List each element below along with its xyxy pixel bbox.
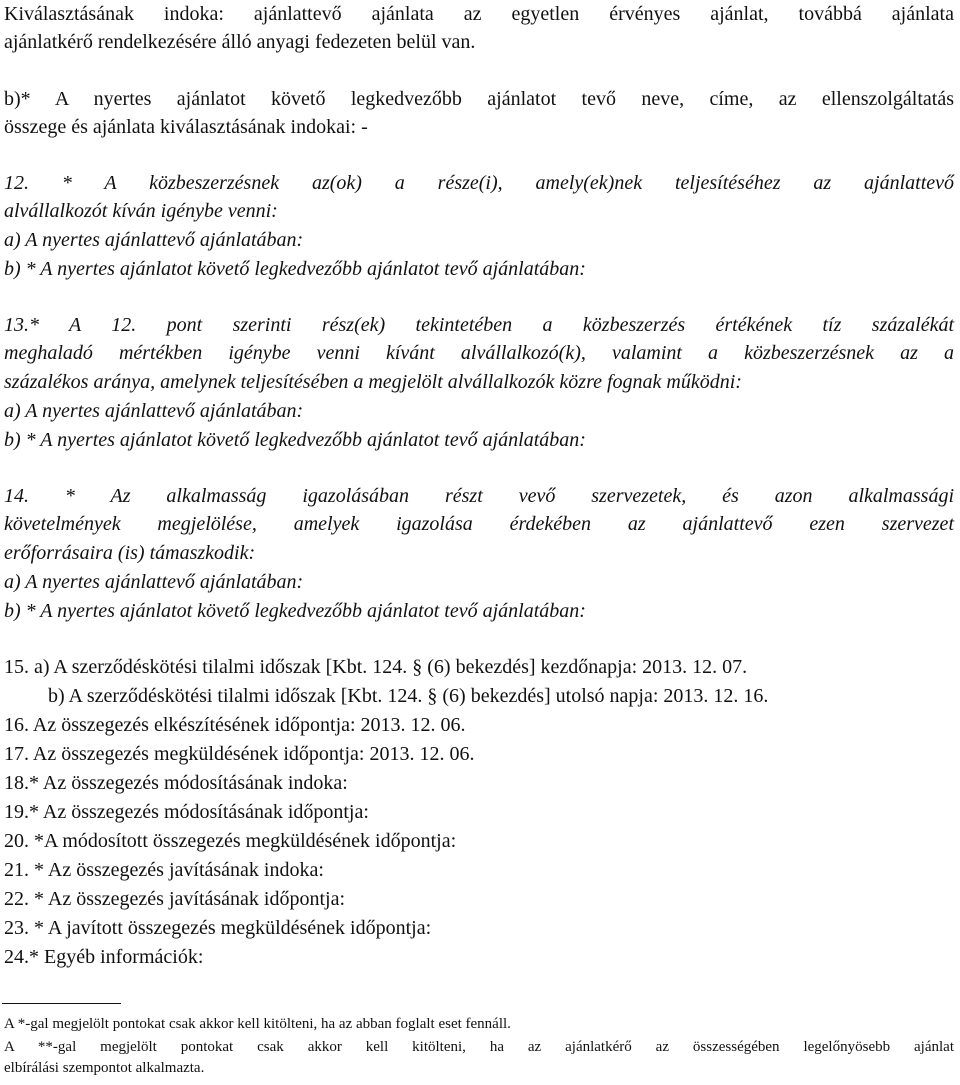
section-12-heading-line-1: 12. * A közbeszerzésnek az(ok) a része(i), amely(ek)nek teljesítéséhez az ajánlattevő — [4, 172, 954, 194]
section-12-item-b: b) * A nyertes ajánlatot követő legkedvezőbb ajánlatot tevő ajánlatában: — [4, 258, 586, 280]
section-23: 23. * A javított összegezés megküldésének időpontja: — [4, 917, 432, 939]
footnote-1: A *-gal megjelölt pontokat csak akkor kell kitölteni, ha az abban foglalt eset fennáll. — [4, 1016, 511, 1032]
section-12-item-a: a) A nyertes ajánlattevő ajánlatában: — [4, 229, 304, 251]
footnote-2-line-2: elbírálási szempontot alkalmazta. — [4, 1060, 205, 1076]
footnote-separator — [2, 1003, 121, 1004]
section-21: 21. * Az összegezés javításának indoka: — [4, 859, 324, 881]
section-19: 19.* Az összegezés módosításának időpontja: — [4, 801, 369, 823]
paragraph-11b-line-2: összege és ajánlata kiválasztásának indokai: - — [4, 116, 368, 138]
section-22: 22. * Az összegezés javításának időpontja: — [4, 888, 346, 910]
section-15-item-a: 15. a) A szerződéskötési tilalmi időszak [Kbt. 124. § (6) bekezdés] kezdőnapja: 2013. 12. 07. — [4, 656, 748, 678]
section-12-heading-line-2: alvállalkozót kíván igénybe venni: — [4, 200, 278, 222]
section-14-item-a: a) A nyertes ajánlattevő ajánlatában: — [4, 571, 304, 593]
section-13-heading-line-1: 13.* A 12. pont szerinti rész(ek) tekintetében a közbeszerzés értékének tíz százalékát — [4, 314, 954, 336]
footnote-2-line-1: A **-gal megjelölt pontokat csak akkor kell kitölteni, ha az ajánlatkérő az összességében legelőnyösebb ajánlat — [4, 1039, 954, 1055]
paragraph-11a-line-1: Kiválasztásának indoka: ajánlattevő ajánlata az egyetlen érvényes ajánlat, továbbá ajánlata — [4, 3, 954, 25]
section-13-item-a: a) A nyertes ajánlattevő ajánlatában: — [4, 400, 304, 422]
section-18: 18.* Az összegezés módosításának indoka: — [4, 772, 348, 794]
section-24: 24.* Egyéb információk: — [4, 946, 204, 968]
section-13-heading-line-2: meghaladó mértékben igénybe venni kívánt alvállalkozó(k), valamint a közbeszerzésnek az a — [4, 342, 954, 364]
section-14-heading-line-1: 14. * Az alkalmasság igazolásában részt vevő szervezetek, és azon alkalmassági — [4, 485, 954, 507]
section-15-item-b: b) A szerződéskötési tilalmi időszak [Kbt. 124. § (6) bekezdés] utolsó napja: 2013. 12. 16. — [48, 685, 769, 707]
paragraph-11a-line-2: ajánlatkérő rendelkezésére álló anyagi fedezeten belül van. — [4, 31, 476, 53]
section-20: 20. *A módosított összegezés megküldésének időpontja: — [4, 830, 457, 852]
section-14-item-b: b) * A nyertes ajánlatot követő legkedvezőbb ajánlatot tevő ajánlatában: — [4, 600, 586, 622]
section-13-item-b: b) * A nyertes ajánlatot követő legkedvezőbb ajánlatot tevő ajánlatában: — [4, 429, 586, 451]
section-16: 16. Az összegezés elkészítésének időpontja: 2013. 12. 06. — [4, 714, 466, 736]
section-14-heading-line-3: erőforrásaira (is) támaszkodik: — [4, 542, 256, 564]
section-14-heading-line-2: követelmények megjelölése, amelyek igazolása érdekében az ajánlattevő ezen szervezet — [4, 513, 954, 535]
section-17: 17. Az összegezés megküldésének időpontja: 2013. 12. 06. — [4, 743, 475, 765]
section-13-heading-line-3: százalékos aránya, amelynek teljesítésében a megjelölt alvállalkozók közre fognak működni: — [4, 371, 742, 393]
paragraph-11b-line-1: b)* A nyertes ajánlatot követő legkedvezőbb ajánlatot tevő neve, címe, az ellenszolgáltatás — [4, 88, 954, 110]
